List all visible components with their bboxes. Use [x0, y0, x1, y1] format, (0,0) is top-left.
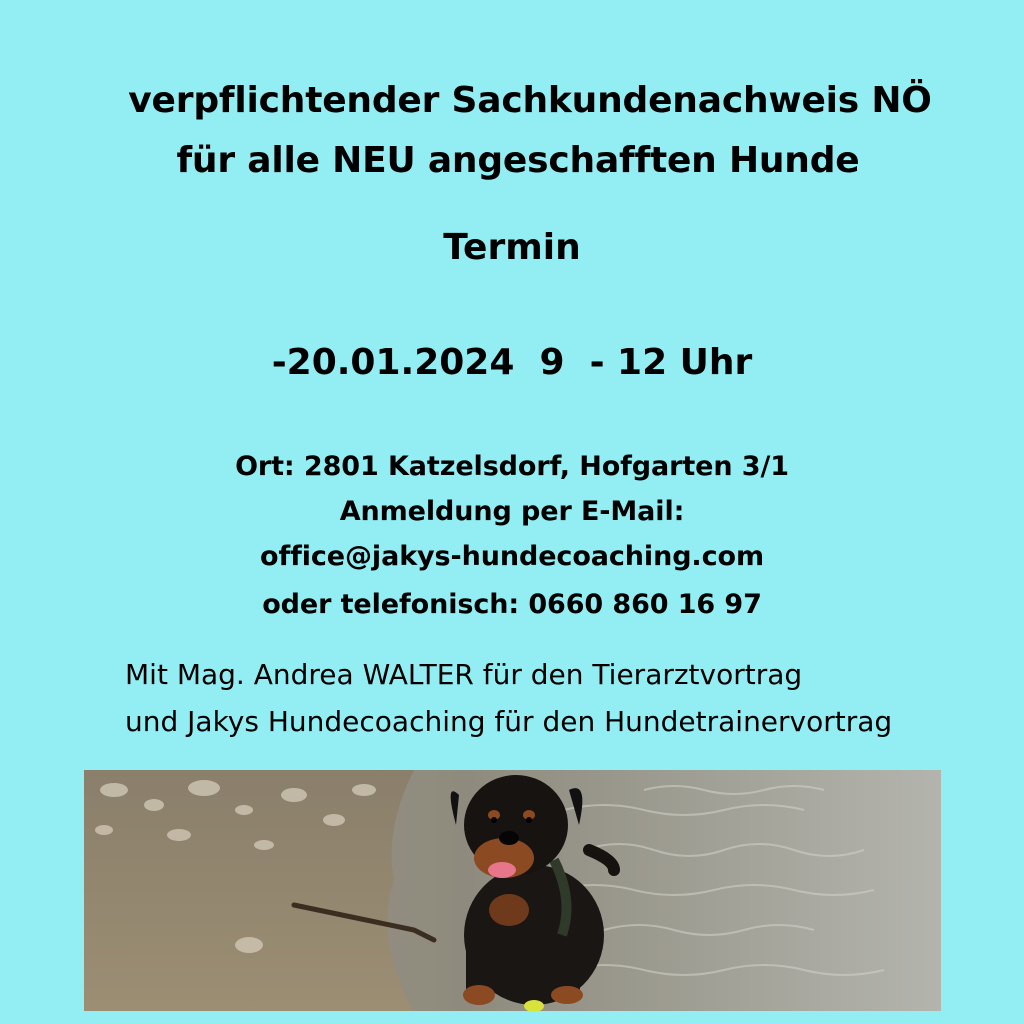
- email-address: office@jakys-hundecoaching.com: [260, 541, 764, 572]
- page-title-line-2: für alle NEU angeschafften Hunde: [176, 140, 860, 181]
- location-text: Ort: 2801 Katzelsdorf, Hofgarten 3/1: [235, 451, 789, 482]
- appointment-label: Termin: [443, 227, 581, 268]
- credit-dog-trainer: und Jakys Hundecoaching für den Hundetrainervortrag: [125, 705, 893, 738]
- dog-in-water-illustration: [84, 770, 941, 1011]
- registration-label: Anmeldung per E-Mail:: [339, 496, 685, 527]
- dog-photo: [84, 770, 941, 1011]
- credit-veterinarian: Mit Mag. Andrea WALTER für den Tierarztvortrag: [125, 658, 803, 691]
- phone-text: oder telefonisch: 0660 860 16 97: [262, 589, 762, 620]
- appointment-date-time: -20.01.2024 9 - 12 Uhr: [271, 342, 753, 383]
- page-title-line-1: verpflichtender Sachkundenachweis NÖ: [128, 80, 932, 121]
